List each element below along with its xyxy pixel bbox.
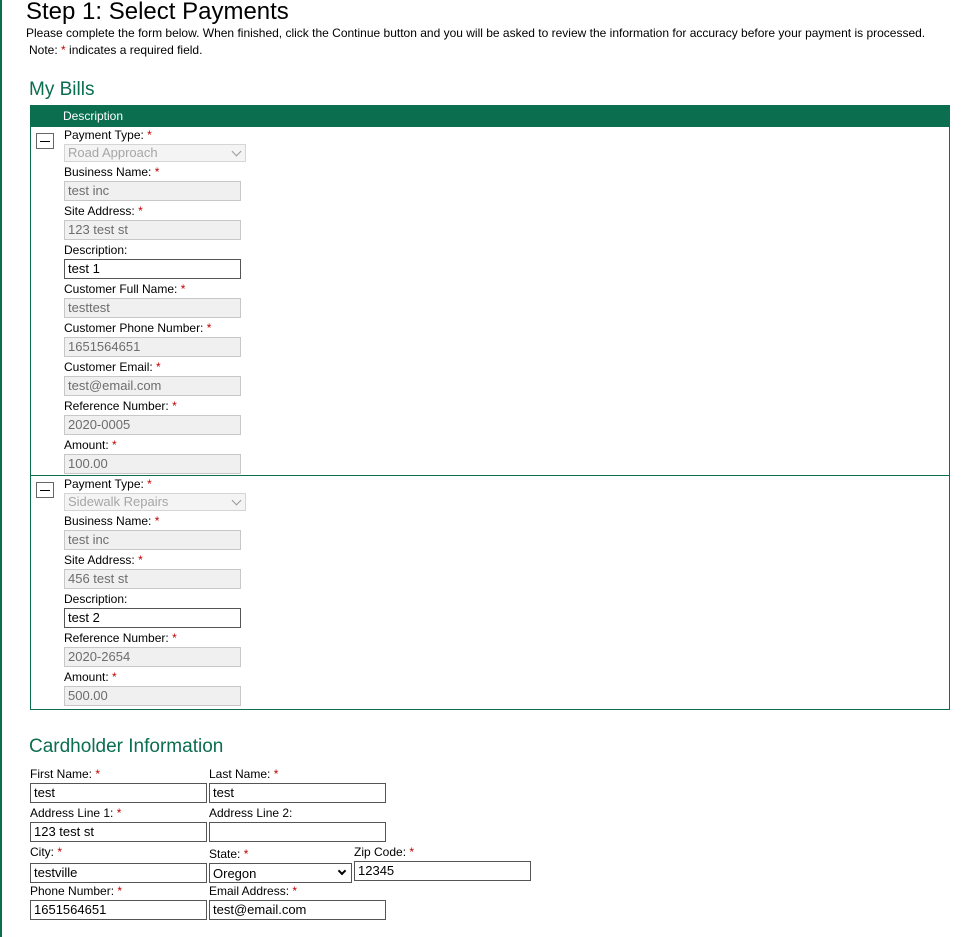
reference-number-label: Reference Number: * bbox=[64, 631, 177, 645]
minus-icon[interactable] bbox=[36, 482, 54, 498]
required-note bbox=[29, 43, 202, 57]
last-name-group bbox=[209, 766, 386, 803]
note-suffix: indicates a required field. bbox=[65, 43, 203, 57]
customer-full-name-label: Customer Full Name: * bbox=[64, 282, 186, 296]
email-group bbox=[209, 883, 386, 920]
site-address-label: Site Address: * bbox=[64, 553, 143, 567]
bill-fields bbox=[31, 476, 949, 706]
last-name-label: Last Name: * bbox=[209, 767, 279, 781]
first-name-label: First Name: * bbox=[30, 767, 101, 781]
cardholder-form bbox=[30, 766, 630, 926]
customer-phone-field[interactable]: 1651564651 bbox=[64, 337, 241, 357]
reference-number-field[interactable]: 2020-0005 bbox=[64, 415, 241, 435]
bills-table bbox=[30, 105, 950, 710]
chevron-down-icon bbox=[232, 147, 242, 157]
city-group bbox=[30, 844, 207, 883]
site-address-field[interactable]: 123 test st bbox=[64, 220, 241, 240]
bill-item bbox=[30, 127, 950, 476]
required-star: * bbox=[61, 43, 66, 57]
customer-email-field[interactable]: test@email.com bbox=[64, 376, 241, 396]
amount-field[interactable]: 500.00 bbox=[64, 686, 241, 706]
phone-label: Phone Number: * bbox=[30, 884, 123, 898]
business-name-field[interactable]: test inc bbox=[64, 530, 241, 550]
first-name-group bbox=[30, 766, 207, 803]
payment-type-label: Payment Type: * bbox=[64, 477, 152, 491]
zip-group bbox=[354, 844, 531, 881]
customer-email-label: Customer Email: * bbox=[64, 360, 161, 374]
description-label: Description: bbox=[64, 243, 128, 257]
reference-number-field[interactable]: 2020-2654 bbox=[64, 647, 241, 667]
email-field[interactable]: test@email.com bbox=[209, 900, 386, 920]
page-title: Step 1: Select Payments bbox=[26, 0, 289, 25]
description-field[interactable]: test 1 bbox=[64, 259, 241, 279]
phone-group bbox=[30, 883, 207, 920]
my-bills-title: My Bills bbox=[29, 79, 95, 100]
first-name-field[interactable]: test bbox=[30, 783, 207, 803]
chevron-down-icon bbox=[232, 496, 242, 506]
address1-field[interactable]: 123 test st bbox=[30, 822, 207, 842]
amount-label: Amount: * bbox=[64, 438, 117, 452]
description-field[interactable]: test 2 bbox=[64, 608, 241, 628]
phone-field[interactable]: 1651564651 bbox=[30, 900, 207, 920]
address1-group bbox=[30, 805, 207, 842]
zip-field[interactable]: 12345 bbox=[354, 861, 531, 881]
left-border bbox=[0, 0, 2, 937]
amount-label: Amount: * bbox=[64, 670, 117, 684]
city-label: City: * bbox=[30, 845, 63, 859]
business-name-label: Business Name: * bbox=[64, 514, 160, 528]
chevron-down-icon bbox=[338, 867, 346, 875]
email-label: Email Address: * bbox=[209, 884, 298, 898]
state-label: State: * bbox=[209, 847, 249, 861]
business-name-field[interactable]: test inc bbox=[64, 181, 241, 201]
state-group bbox=[209, 846, 352, 883]
address1-label: Address Line 1: * bbox=[30, 806, 122, 820]
cardholder-title: Cardholder Information bbox=[29, 736, 224, 757]
payment-type-label: Payment Type: * bbox=[64, 128, 152, 142]
amount-field[interactable]: 100.00 bbox=[64, 454, 241, 474]
address2-field[interactable] bbox=[209, 822, 386, 842]
customer-phone-label: Customer Phone Number: * bbox=[64, 321, 212, 335]
site-address-label: Site Address: * bbox=[64, 204, 143, 218]
reference-number-label: Reference Number: * bbox=[64, 399, 177, 413]
payment-type-select[interactable]: Sidewalk Repairs bbox=[64, 493, 246, 511]
site-address-field[interactable]: 456 test st bbox=[64, 569, 241, 589]
city-field[interactable]: testville bbox=[30, 863, 207, 883]
note-prefix: Note: bbox=[29, 43, 62, 57]
bill-item bbox=[30, 476, 950, 710]
address2-group bbox=[209, 805, 386, 842]
business-name-label: Business Name: * bbox=[64, 165, 160, 179]
zip-label: Zip Code: * bbox=[354, 845, 415, 859]
minus-icon[interactable] bbox=[36, 133, 54, 149]
intro-text: Please complete the form below. When finished, click the Continue button and you will be asked to review the information for accuracy before your payment is processed. bbox=[26, 26, 926, 40]
customer-full-name-field[interactable]: testtest bbox=[64, 298, 241, 318]
address2-label: Address Line 2: bbox=[209, 806, 293, 820]
payment-type-select[interactable]: Road Approach bbox=[64, 144, 246, 162]
last-name-field[interactable]: test bbox=[209, 783, 386, 803]
state-select[interactable]: Oregon bbox=[209, 863, 352, 883]
bills-header-description: Description bbox=[30, 105, 950, 127]
description-label: Description: bbox=[64, 592, 128, 606]
bill-fields bbox=[31, 127, 949, 474]
